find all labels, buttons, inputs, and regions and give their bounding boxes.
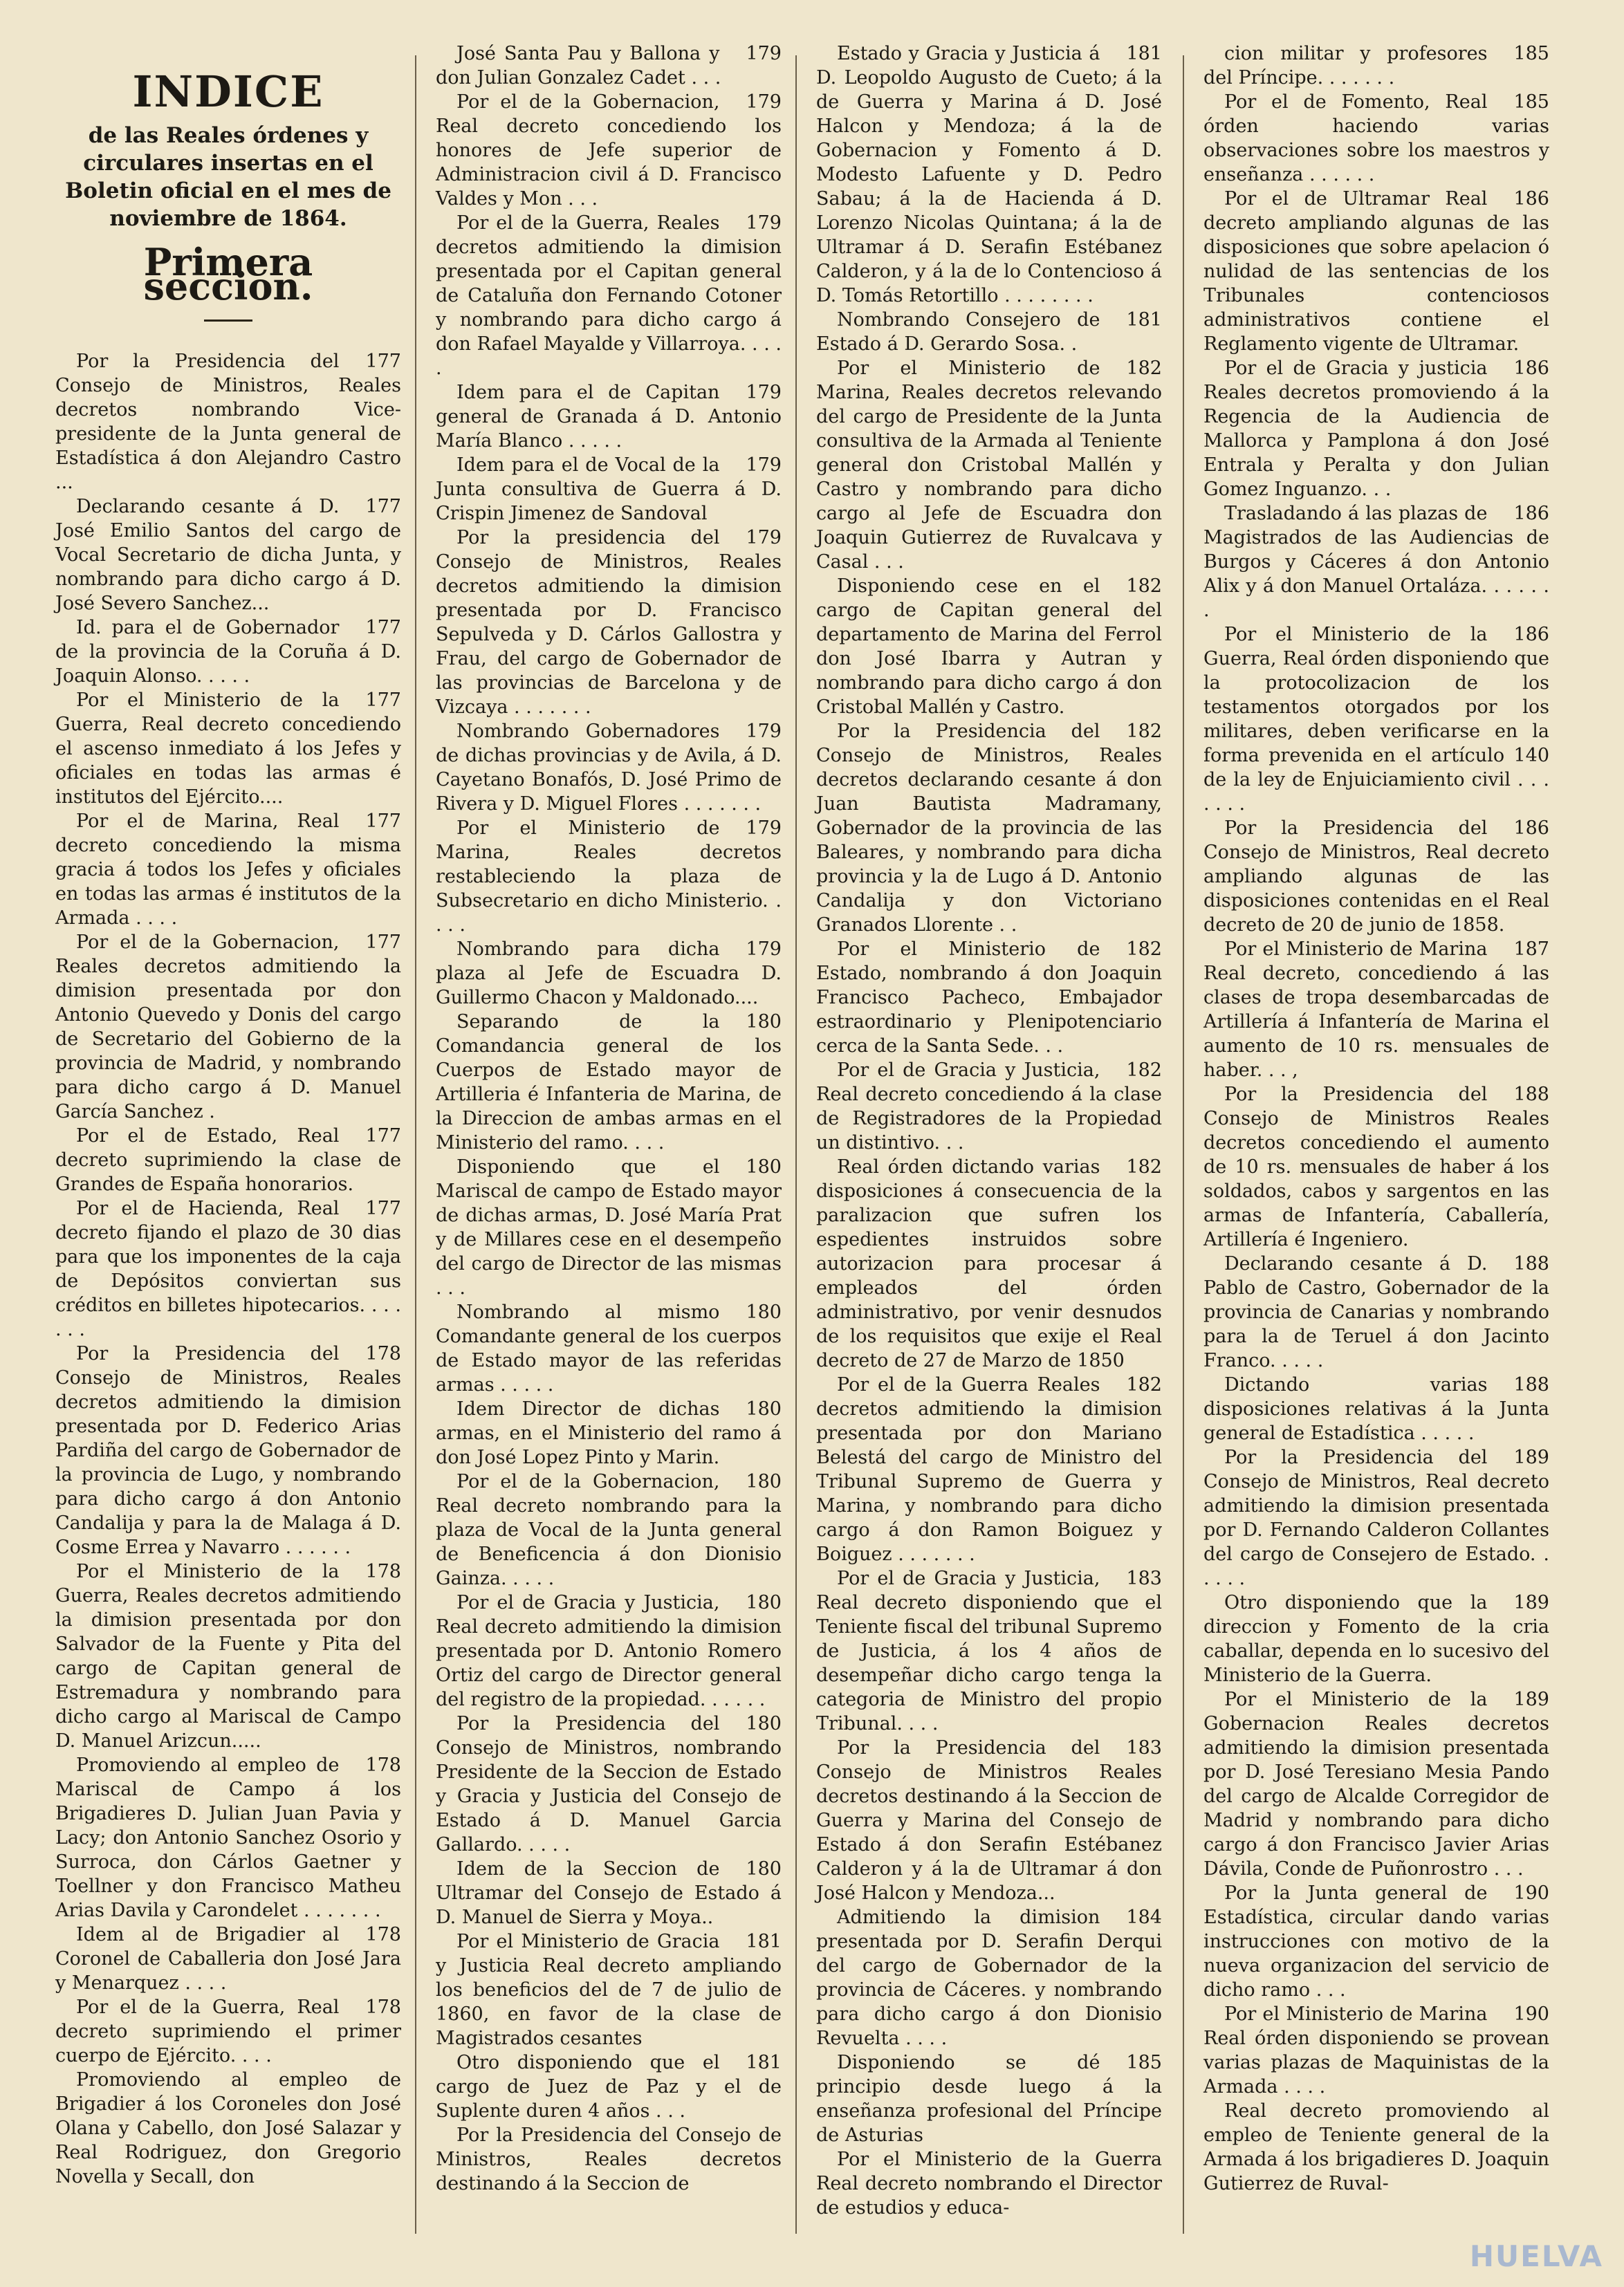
index-entry	[1203, 1373, 1549, 1445]
index-entry	[436, 526, 782, 719]
index-entry	[1203, 2099, 1549, 2196]
index-entry	[436, 41, 782, 90]
index-entry	[436, 1857, 782, 1929]
column-1	[55, 41, 401, 2189]
page-number: 182	[1126, 938, 1162, 960]
index-entry	[55, 1559, 401, 1753]
page-number: 182	[1126, 1374, 1162, 1396]
page-number: 180	[746, 1011, 782, 1033]
index-entry	[436, 2123, 782, 2196]
entry-text: Disponiendo se dé principio desde luego á la enseñanza profesional del Príncipe de Asturias	[816, 2052, 1162, 2146]
entry-text: Idem Director de dichas armas, en el Ministerio del ramo á don José Lopez Pinto y Marin.	[436, 1398, 782, 1468]
index-entry	[436, 1712, 782, 1857]
page-number: 181	[1126, 43, 1162, 64]
page-number: 179	[746, 527, 782, 548]
index-entry	[55, 349, 401, 494]
entry-text: Promoviendo al empleo de Mariscal de Campo á los Brigadieres D. Julian Juan Pavia y Lacy; don Antonio Sanchez Osorio y Surroca, don Cárlos Gaetner y Toellner y don Francisco Matheu Arias Davila y Carondelet . . . . . . .	[55, 1754, 401, 1921]
entry-text: cion militar y profesores del Príncipe. . . . . . .	[1203, 43, 1488, 89]
entry-text: Por el de Marina, Real decreto concediendo la misma gracia á todos los Jefes y oficiales en todas las armas é institutos de la Armada . . . .	[55, 811, 401, 929]
entry-text: Por el de Fomento, Real órden haciendo varias observaciones sobre los maestros y enseñanza . . . . . .	[1203, 91, 1549, 185]
page-number: 186	[1513, 624, 1549, 645]
index-entry	[55, 615, 401, 688]
index-entry	[816, 719, 1162, 937]
entry-text: Otro disponiendo que la direccion y Fomento de la cria caballar, dependa en lo sucesivo del Ministerio de la Guerra.	[1203, 1592, 1549, 1686]
index-entry	[816, 1155, 1162, 1373]
entry-text: Por el de Gracia y Justicia, Real decreto concediendo á la clase de Registradores de la Propiedad un distintivo. . .	[816, 1059, 1162, 1154]
index-entry	[436, 1470, 782, 1591]
page-number: 182	[1126, 1059, 1162, 1081]
index-entry	[1203, 1445, 1549, 1591]
column-3	[816, 41, 1162, 2220]
entry-text: Por el Ministerio de Marina, Reales decretos relevando del cargo de Presidente de la Junta consultiva de la Armada al Teniente general don Cristobal Mallén y Castro y nombrando para dicho cargo al Jefe de Escuadra don Joaquin Gutierrez de Ruvalcava y Casal . . .	[816, 358, 1162, 573]
index-entry	[1203, 187, 1549, 356]
entry-text: Por la presidencia del Consejo de Ministros, Reales decretos admitiendo la dimision presentada por D. Francisco Sepulveda y D. Cárlos Gallostra y Frau, del cargo de Gobernador de las provincias de Barcelona y de Vizcaya . . . . . . .	[436, 527, 782, 718]
page-number: 187	[1513, 938, 1549, 960]
entry-text: Por el Ministerio de la Gobernacion Reales decretos admitiendo la dimision presentada por D. José Teresiano Mesia Pando del cargo de Alcalde Corregidor de Madrid y nombrando para dicho cargo á don Francisco Javier Arias Dávila, Conde de Puñonrostro . . .	[1203, 1689, 1549, 1880]
entry-text: Por el Ministerio de Estado, nombrando á don Joaquin Francisco Pacheco, Embajador estraordinario y Plenipotenciario cerca de la Santa Sede. . .	[816, 938, 1162, 1057]
index-entry	[816, 1905, 1162, 2050]
page-number: 180	[746, 1713, 782, 1734]
index-entry	[436, 1591, 782, 1712]
index-entry	[1203, 501, 1549, 622]
entry-text: Por el de Hacienda, Real decreto fijando el plazo de 30 dias para que los imponentes de la caja de Depósitos conviertan sus créditos en billetes hipotecarios. . . . . . .	[55, 1198, 401, 1340]
index-entry	[1203, 1687, 1549, 1881]
entry-text: Por el de la Guerra Reales decretos admitiendo la dimision presentada por don Mariano Belestá del cargo de Ministro del Tribunal Supremo de Guerra y Marina, y nombrando para dicho cargo á don Ramon Boiguez y Boiguez . . . . . . .	[816, 1374, 1162, 1565]
page-number: 186	[1513, 188, 1549, 210]
index-entry	[436, 816, 782, 937]
index-entry	[1203, 1881, 1549, 2002]
entry-text: Por el Ministerio de Marina, Reales decretos restableciendo la plaza de Subsecretario en dicho Ministerio. . . . .	[436, 817, 782, 936]
page-number: 177	[365, 811, 401, 832]
index-entry	[816, 41, 1162, 308]
page-number: 181	[1126, 309, 1162, 331]
column-rule	[415, 55, 416, 2234]
page-number: 184	[1126, 1907, 1162, 1928]
entry-text: Por el Ministerio de la Guerra, Reales decretos admitiendo la dimision presentada por don Salvador de la Fuente y Pita del cargo de Capitan general de Estremadura y nombrando para dicho cargo al Mariscal de Campo D. Manuel Arizcun.....	[55, 1561, 401, 1752]
page-number: 183	[1126, 1737, 1162, 1759]
entry-text: Por la Presidencia del Consejo de Ministros, Real decreto admitiendo la dimision presentada por D. Fernando Calderon Collantes del cargo de Consejero de Estado. . . . . .	[1203, 1447, 1549, 1589]
page-number: 179	[746, 43, 782, 64]
page-number: 177	[365, 932, 401, 953]
entry-text: Por la Junta general de Estadística, circular dando varias instrucciones con motivo de la nueva organizacion del servicio de dicho ramo . . .	[1203, 1882, 1549, 2001]
page-number: 178	[365, 1754, 401, 1776]
entry-text: Real órden dictando varias disposiciones á consecuencia de la paralizacion que sufren los espedientes instruidos sobre autorizacion para procesar á empleados del órden administrativo, por venir desnudos de los requisitos que exije el Real decreto de 27 de Marzo de 1850	[816, 1156, 1162, 1371]
entry-text: Nombrando para dicha plaza al Jefe de Escuadra D. Guillermo Chacon y Maldonado....	[436, 938, 782, 1008]
page-number: 185	[1513, 91, 1549, 113]
page-number: 177	[365, 496, 401, 517]
section-heading: Primera seccion.	[143, 240, 313, 308]
entry-text: Por el Ministerio de la Guerra, Real órden disponiendo que la protocolizacion de los testamentos otorgados por los militares, deben verificarse en la forma prevenida en el artículo 140 de la ley de Enjuiciamiento civil . . . . . . .	[1203, 624, 1549, 815]
index-entry	[55, 1923, 401, 1995]
entry-text: Trasladando á las plazas de Magistrados de las Audiencias de Burgos y Cáceres á don Antonio Alix y á don Manuel Ortaláza. . . . . . .	[1203, 503, 1549, 621]
divider	[204, 320, 252, 322]
page-number: 177	[365, 617, 401, 638]
page-number: 179	[746, 382, 782, 403]
page-number: 189	[1513, 1689, 1549, 1710]
entry-text: Por la Presidencia del Consejo de Ministros, Reales decretos destinando á la Seccion de	[436, 2124, 782, 2194]
index-entry	[1203, 2002, 1549, 2099]
entry-text: Por el de la Gobernacion, Real decreto nombrando para la plaza de Vocal de la Junta general de Beneficencia á don Dionisio Gainza. . . . .	[436, 1471, 782, 1589]
index-entry	[436, 90, 782, 211]
index-entry	[55, 494, 401, 615]
entry-text: Por el de la Guerra, Real decreto suprimiendo el primer cuerpo de Ejército. . . .	[55, 1997, 401, 2066]
column-rule	[1183, 55, 1184, 2234]
page-number: 185	[1513, 43, 1549, 64]
index-entry	[816, 1566, 1162, 1736]
index-entry	[436, 937, 782, 1010]
entry-text: Promoviendo al empleo de Brigadier á los Coroneles don José Olana y Cabello, don José Salazar y Real Rodriguez, don Gregorio Novella y Secall, don	[55, 2069, 401, 2187]
page-number: 177	[365, 351, 401, 372]
page-number: 179	[746, 817, 782, 839]
entry-text: Por la Presidencia del Consejo de Ministros, Reales decretos admitiendo la dimision presentada por D. Federico Arias Pardiña del cargo de Gobernador de la provincia de Lugo, y nombrando para dicho cargo á don Antonio Candalija y para la de Malaga á D. Cosme Errea y Navarro . . . . . .	[55, 1343, 401, 1558]
page-number: 180	[746, 1156, 782, 1178]
index-entry	[1203, 816, 1549, 937]
index-entry	[1203, 1252, 1549, 1373]
page-number: 189	[1513, 1447, 1549, 1468]
page-number: 179	[746, 721, 782, 742]
page-number: 182	[1126, 575, 1162, 597]
index-entry	[436, 453, 782, 526]
entry-text: Id. para el de Gobernador de la provincia de la Coruña á D. Joaquin Alonso. . . . .	[55, 617, 401, 687]
entry-text: Por el de la Guerra, Reales decretos admitiendo la dimision presentada por el Capitan general de Cataluña don Fernando Cotoner y nombrando para dicho cargo á don Rafael Mayalde y Villarroya. . . . .	[436, 212, 782, 379]
page-number: 188	[1513, 1084, 1549, 1105]
entry-text: Por la Presidencia del Consejo de Ministros, nombrando Presidente de la Seccion de Estado y Gracia y Justicia del Consejo de Estado á D. Manuel Garcia Gallardo. . . . .	[436, 1713, 782, 1855]
page-number: 186	[1513, 817, 1549, 839]
entry-text: Por el de Gracia y Justicia, Real decreto disponiendo que el Teniente fiscal del tribunal Supremo de Justicia, á los 4 años de desempeñar dicho cargo tenga la categoria de Ministro del propio Tribunal. . . .	[816, 1568, 1162, 1734]
page-number: 190	[1513, 1882, 1549, 1904]
index-entry	[816, 2050, 1162, 2147]
index-entry	[816, 1736, 1162, 1905]
column-4	[1203, 41, 1549, 2196]
entry-text: Por el Ministerio de la Guerra, Real decreto concediendo el ascenso inmediato á los Jefes y oficiales en todas las armas é institutos del Ejército....	[55, 689, 401, 808]
page-number: 180	[746, 1592, 782, 1613]
index-entry	[436, 1397, 782, 1470]
page-number: 180	[746, 1398, 782, 1420]
entry-text: Por el de Ultramar Real decreto ampliando algunas de las disposiciones que sobre apelacion ó nulidad de las sentencias de los Tribunales contenciosos administrativos contiene el Reglamento vigente de Ultramar.	[1203, 188, 1549, 355]
entry-text: Por el Ministerio de Gracia y Justicia Real decreto ampliando los beneficios del de 7 de julio de 1860, en favor de la clase de Magistrados cesantes	[436, 1931, 782, 2049]
entry-text: Declarando cesante á D. Pablo de Castro, Gobernador de la provincia de Canarias y nombrando para la de Teruel á don Jacinto Franco. . . . .	[1203, 1253, 1549, 1371]
page-number: 179	[746, 212, 782, 234]
page-number: 182	[1126, 358, 1162, 379]
entry-text: Nombrando Consejero de Estado á D. Gerardo Sosa. .	[816, 309, 1100, 355]
index-entry	[816, 308, 1162, 356]
entry-text: Por la Presidencia del Consejo de Ministros, Real decreto ampliando algunas de las disposiciones contenidas en el Real decreto de 20 de junio de 1858.	[1203, 817, 1549, 936]
archive-logo: HUELVA	[1469, 2239, 1603, 2273]
column-rule	[795, 55, 797, 2234]
entry-text: Por el Ministerio de la Guerra Real decreto nombrando el Director de estudios y educa-	[816, 2149, 1162, 2219]
entry-text: Por la Presidencia del Consejo de Ministros Reales decretos concediendo el aumento de 10 rs. mensuales de haber á los soldados, cabos y sargentos en las armas de Infantería, Caballería, Artillería é Ingeniero.	[1203, 1084, 1549, 1250]
entry-text: Idem de la Seccion de Ultramar del Consejo de Estado á D. Manuel de Sierra y Moya..	[436, 1858, 782, 1928]
entry-text: Por el de la Gobernacion, Real decreto concediendo los honores de Jefe superior de Administracion civil á D. Francisco Valdes y Mon . . .	[436, 91, 782, 210]
page-number: 185	[1126, 2052, 1162, 2073]
index-entry	[816, 356, 1162, 574]
index-entry	[436, 1300, 782, 1397]
page-number: 179	[746, 91, 782, 113]
entry-text: Por el de la Gobernacion, Reales decretos admitiendo la dimision presentada por don Antonio Quevedo y Donis del cargo de Secretario del Gobierno de la provincia de Madrid, y nombrando para dicho cargo á D. Manuel García Sanchez .	[55, 932, 401, 1122]
index-entry	[816, 1058, 1162, 1155]
index-entry	[55, 809, 401, 930]
entry-text: Por la Presidencia del Consejo de Ministros Reales decretos destinando á la Seccion de Guerra y Marina del Consejo de Estado á don Serafin Estébanez Calderon y á la de Ultramar á don José Halcon y Mendoza...	[816, 1737, 1162, 1904]
index-entry	[1203, 1082, 1549, 1252]
page-number: 189	[1513, 1592, 1549, 1613]
index-entry	[436, 211, 782, 380]
page-number: 178	[365, 1997, 401, 2018]
entry-text: Por el Ministerio de Marina Real órden disponiendo se provean varias plazas de Maquinistas de la Armada . . . .	[1203, 2003, 1549, 2098]
page-number: 177	[365, 1198, 401, 1219]
entry-text: Separando de la Comandancia general de los Cuerpos de Estado mayor de Artilleria é Infanteria de Marina, de la Direccion de ambas armas en el Ministerio del ramo. . . .	[436, 1011, 782, 1154]
index-entry	[1203, 90, 1549, 187]
page-number: 179	[746, 454, 782, 476]
entry-text: Real decreto promoviendo al empleo de Teniente general de la Armada á los brigadieres D. Joaquin Gutierrez de Ruval-	[1203, 2100, 1549, 2194]
document-page	[41, 41, 1584, 2254]
entry-text: José Santa Pau y Ballona y don Julian Gonzalez Cadet . . .	[436, 43, 721, 89]
page-number: 190	[1513, 2003, 1549, 2025]
index-entry	[816, 574, 1162, 719]
page-number: 178	[365, 1561, 401, 1582]
entry-text: Idem para el de Capitan general de Granada á D. Antonio María Blanco . . . . .	[436, 382, 782, 452]
page-number: 182	[1126, 721, 1162, 742]
entry-text: Nombrando Gobernadores de dichas provincias y de Avila, á D. Cayetano Bonafós, D. José Primo de Rivera y D. Miguel Flores . . . . . . .	[436, 721, 782, 815]
index-entry	[436, 719, 782, 816]
entry-text: Admitiendo la dimision presentada por D. Serafin Derqui del cargo de Gobernador de la provincia de Cáceres. y nombrando para dicho cargo á don Dionisio Revuelta . . . .	[816, 1907, 1162, 2049]
index-entry	[436, 1929, 782, 2050]
page-number: 188	[1513, 1374, 1549, 1396]
column-2	[436, 41, 782, 2196]
entry-text: Disponiendo que el Mariscal de campo de Estado mayor de dichas armas, D. José María Prat y de Millares cese en el desempeño del cargo de Director de las mismas . . .	[436, 1156, 782, 1299]
entry-text: Declarando cesante á D. José Emilio Santos del cargo de Vocal Secretario de dicha Junta, y nombrando para dicho cargo á D. José Severo Sanchez...	[55, 496, 401, 614]
entry-text: Por el de Gracia y justicia Reales decretos promoviendo á la Regencia de la Audiencia de Mallorca y Pamplona á don José Entrala y Peralta y don Julian Gomez Inguanzo. . .	[1203, 358, 1549, 500]
index-entry	[55, 1995, 401, 2068]
index-entry	[55, 930, 401, 1124]
index-entry	[55, 1342, 401, 1559]
page-number: 186	[1513, 358, 1549, 379]
index-entry	[55, 1124, 401, 1196]
index-entry	[1203, 622, 1549, 816]
entry-text: Por la Presidencia del Consejo de Ministros, Reales decretos nombrando Vice-presidente de la Junta general de Estadística á don Alejandro Castro ...	[55, 351, 401, 493]
index-entry	[55, 1196, 401, 1342]
index-entry	[1203, 1591, 1549, 1687]
entry-text: Idem al de Brigadier al Coronel de Caballeria don José Jara y Menarquez . . . .	[55, 1924, 401, 1994]
index-entry	[1203, 356, 1549, 501]
page-number: 180	[746, 1858, 782, 1880]
entry-text: Dictando varias disposiciones relativas á la Junta general de Estadística . . . . .	[1203, 1374, 1549, 1444]
index-entry	[436, 2050, 782, 2123]
index-entry	[816, 937, 1162, 1058]
index-entry	[816, 1373, 1162, 1566]
page-number: 182	[1126, 1156, 1162, 1178]
page-number: 186	[1513, 503, 1549, 524]
page-number: 177	[365, 1125, 401, 1147]
page-number: 179	[746, 938, 782, 960]
entry-text: Por el de Gracia y Justicia, Real decreto admitiendo la dimision presentada por D. Antonio Romero Ortiz del cargo de Director general del registro de la propiedad. . . . . .	[436, 1592, 782, 1710]
page-number: 180	[746, 1471, 782, 1492]
page-number: 178	[365, 1924, 401, 1945]
index-entry	[436, 380, 782, 453]
page-number: 181	[746, 2052, 782, 2073]
entry-text: Por el Ministerio de Marina Real decreto, concediendo á las clases de tropa desembarcadas de Artillería á Infantería de Marina el aumento de 10 rs. mensuales de haber. . . ,	[1203, 938, 1549, 1081]
entry-text: Por la Presidencia del Consejo de Ministros, Reales decretos declarando cesante á don Juan Bautista Madramany, Gobernador de la provincia de las Baleares, y nombrando para dicha provincia y la de Lugo á D. Antonio Candalija y don Victoriano Granados Llorente . .	[816, 721, 1162, 936]
index-entry	[55, 688, 401, 809]
page-number: 183	[1126, 1568, 1162, 1589]
entry-text: Disponiendo cese en el cargo de Capitan general del departamento de Marina del Ferrol don José Ibarra y Autran y nombrando para dicho cargo á don Cristobal Mallén y Castro.	[816, 575, 1162, 718]
page-subtitle: de las Reales órdenes y circulares insertas en el Boletin oficial en el mes de noviembre de 1864.	[65, 123, 391, 231]
page-title: INDICE	[132, 66, 324, 117]
index-entry	[816, 2147, 1162, 2220]
page-number: 180	[746, 1302, 782, 1323]
page-number: 181	[746, 1931, 782, 1952]
index-entry	[55, 2068, 401, 2189]
index-entry	[1203, 41, 1549, 90]
entry-text: Otro disponiendo que el cargo de Juez de Paz y el de Suplente duren 4 años . . .	[436, 2052, 782, 2122]
entry-text: Idem para el de Vocal de la Junta consultiva de Guerra á D. Crispin Jimenez de Sandoval	[436, 454, 782, 524]
entry-text: Por el de Estado, Real decreto suprimiendo la clase de Grandes de España honorarios.	[55, 1125, 401, 1195]
page-number: 178	[365, 1343, 401, 1364]
entry-text: Nombrando al mismo Comandante general de los cuerpos de Estado mayor de las referidas armas . . . . .	[436, 1302, 782, 1396]
index-entry	[436, 1155, 782, 1300]
page-number: 188	[1513, 1253, 1549, 1275]
page-number: 177	[365, 689, 401, 711]
entry-text: Estado y Gracia y Justicia á D. Leopoldo Augusto de Cueto; á la de Guerra y Marina á D. José Halcon y Mendoza; á la de Gobernacion y Fomento á D. Modesto Lafuente y D. Pedro Sabau; á la de Hacienda á D. Lorenzo Nicolas Quintana; á la de Ultramar á D. Serafin Estébanez Calderon, y á la de lo Contencioso á D. Tomás Retortillo . . . . . . . .	[816, 43, 1162, 306]
index-entry	[436, 1010, 782, 1155]
index-entry	[1203, 937, 1549, 1082]
index-entry	[55, 1753, 401, 1923]
